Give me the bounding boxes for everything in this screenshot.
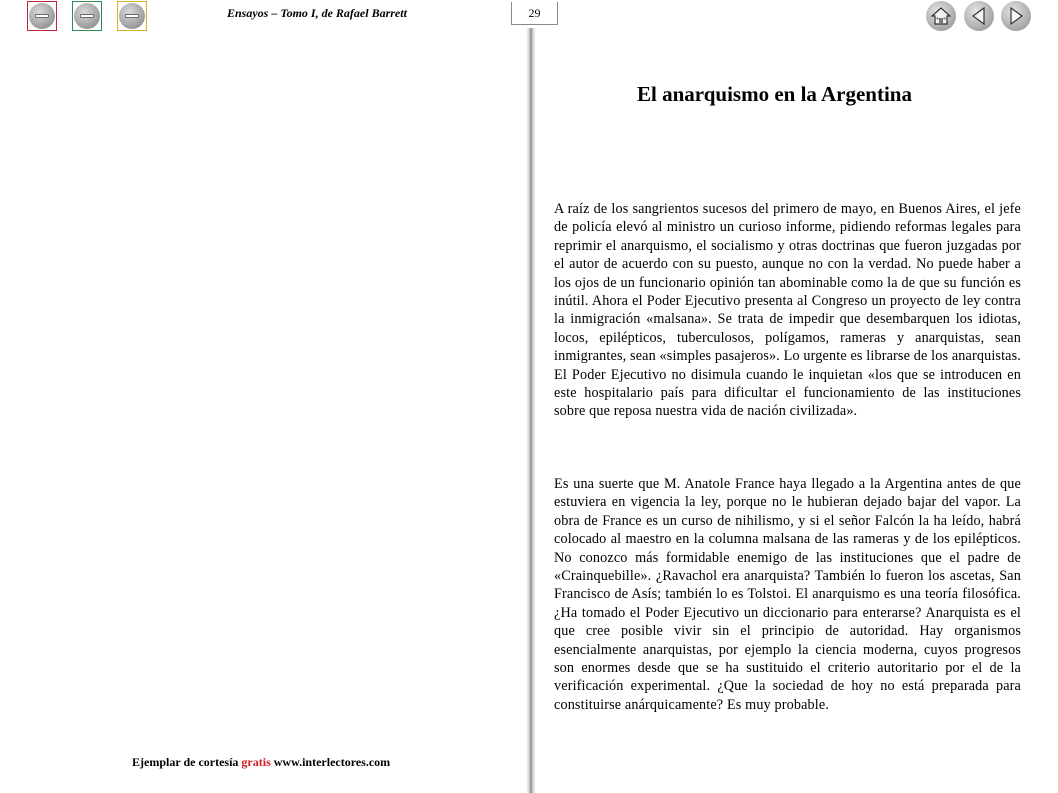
minus-icon <box>74 3 100 29</box>
paragraph-1: A raíz de los sangrientos sucesos del primero de mayo, en Buenos Aires, el jefe de policía elevó al ministro un curioso informe, pidiendo reformas legales para reprimir el anarquismo, el socialismo y otras doctrinas que fueron juzgadas por el autor de acuerdo con su puesto, aunque no con la verdad. No puede haber a los ojos de un funcionario opinión tan abominable como la de que su función es inútil. Ahora el Poder Ejecutivo presenta al Congreso un proyecto de ley contra la inmigración «malsana». Se trata de impedir que desembarquen los idiotas, locos, epilépticos, tuberculosos, polígamos, rameras y anarquistas, sean inmigrantes, sean «simples pasajeros». Lo urgente es librarse de los anarquistas. El Poder Ejecutivo no disimula cuando le inquietan «los que se introducen en este hospitalario país para dificultar el funcionamiento de las instituciones sobre que reposa nuestra vida de nación civilizada». <box>554 201 1021 420</box>
zoom-button-green[interactable] <box>72 1 102 31</box>
page-number: 29 <box>511 2 558 25</box>
next-page-button[interactable] <box>1001 1 1031 31</box>
arrow-left-icon <box>970 6 988 26</box>
footer-gratis: gratis <box>241 755 271 769</box>
footer-prefix: Ejemplar de cortesía <box>132 755 239 769</box>
book-spine <box>526 28 536 793</box>
zoom-button-yellow[interactable] <box>117 1 147 31</box>
paragraph-2: Es una suerte que M. Anatole France haya llegado a la Argentina antes de que estuviera en vigencia la ley, porque no le hubieran dejado bajar del vapor. La obra de France es un curso de nihilismo, y si el señor Falcón la ha leído, habrá colocado al maestro en la columna malsana de las rameras y de los epilépticos. No conozco más formidable enemigo de las instituciones que el padre de «Crainquebille». ¿Ravachol era anarquista? También lo fueron los ascetas, San Francisco de Asís; también lo es Tolstoi. El anarquismo es una teoría filosófica. ¿Ha tomado el Poder Ejecutivo un diccionario para enterarse? Anarquista es el que cree posible vivir sin el principio de autoridad. Hay organismos esencialmente anarquistas, por ejemplo la ciencia moderna, cuyos progresos son enormes desde que se ha sustituido el criterio autoritario por el de la verificación experimental. ¿Que la sociedad de hoy no está preparada para constituirse anárquicamente? Es muy probable. <box>554 476 1021 713</box>
zoom-button-red[interactable] <box>27 1 57 31</box>
footer-note <box>132 755 390 770</box>
minus-icon <box>29 3 55 29</box>
book-title: Ensayos – Tomo I, de Rafael Barrett <box>227 6 407 20</box>
home-button[interactable] <box>926 1 956 31</box>
arrow-right-icon <box>1007 6 1025 26</box>
chapter-title: El anarquismo en la Argentina <box>637 82 912 106</box>
minus-icon <box>119 3 145 29</box>
footer-site[interactable]: www.interlectores.com <box>273 755 391 769</box>
home-icon <box>931 7 951 25</box>
previous-page-button[interactable] <box>964 1 994 31</box>
